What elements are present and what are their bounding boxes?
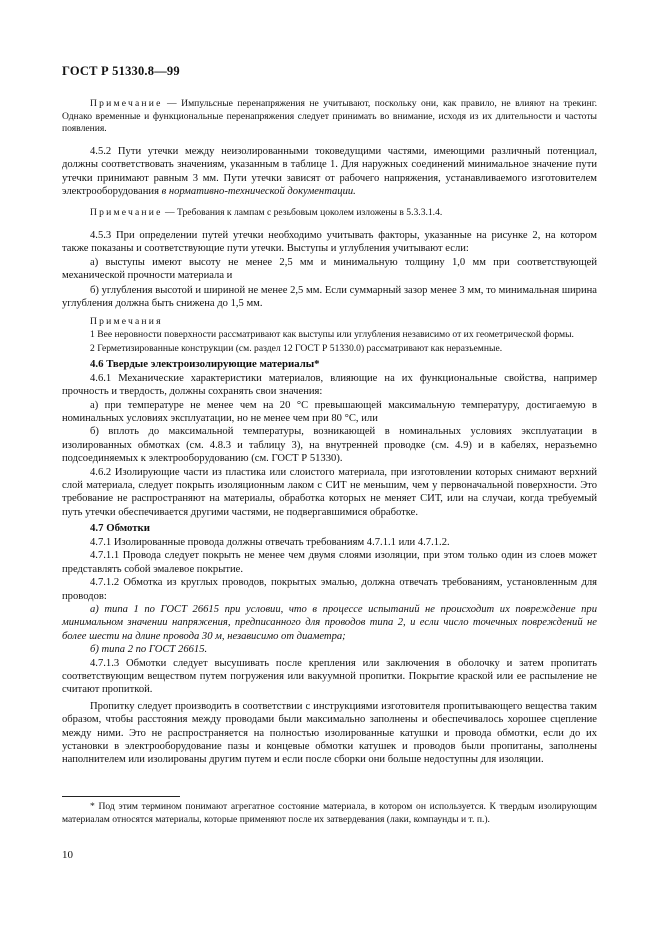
notes-heading: Примечания [90,316,163,328]
paragraph-4-6-1: 4.6.1 Механические характеристики материалов, влияющие на их функциональные свойства, например прочность и твердость, должны сохранять свои значения: [62,372,597,398]
paragraph-4-7-1: 4.7.1 Изолированные провода должны отвечать требованиям 4.7.1.1 или 4.7.1.2. [90,536,450,548]
note-lamps [62,207,597,220]
note-label: Примечание [90,98,163,109]
paragraph-4-5-3-b: б) углубления высотой и шириной не менее 2,5 мм. Если суммарный зазор менее 3 мм, то минимальная ширина углубления должна быть снижена до 1,5 мм. [62,284,597,310]
note-impulse [62,98,597,136]
page-number: 10 [62,849,73,861]
paragraph-4-5-3-a: а) выступы имеют высоту не менее 2,5 мм и минимальную толщину 1,0 мм при соответствующей механической прочности материала и [62,256,597,282]
section-heading-4-7: 4.7 Обмотки [90,522,150,535]
paragraph-4-7-1-2-b: б) типа 2 по ГОСТ 26615. [90,644,208,656]
paragraph-4-7-1-3: 4.7.1.3 Обмотки следует высушивать после крепления или заключения в оболочку и затем пропитать соответствующим веществом путем погружения или вакуумной пропитки. Покрытие краской или ее распыление не считают пропиткой. [62,657,597,696]
paragraph-4-6-1-b: б) вплоть до максимальной температуры, возникающей в номинальных условиях эксплуатации в изолированных обмотках (см. 4.8.3 и таблицу 3), на внутренней проводке (см. 4.9) и в кабелях, неразъемно подсоединяемых к электрооборудованию (см. ГОСТ Р 51330). [62,426,597,465]
paragraph-4-5-3: 4.5.3 При определении путей утечки необходимо учитывать факторы, указанные на рисунке 2, на котором также показаны и соответствующие пути утечки. Выступы и углубления учитывают если: [62,230,597,255]
paragraph-4-6-2: 4.6.2 Изолирующие части из пластика или слоистого материала, при изготовлении которых снимают верхний слой материала, следует покрыть изоляционным лаком с СИТ не меньшим, чем у первоначальной поверхности. Это требование не распространяют на материалы, обработка которых не меняет СИТ, или на случаи, когда требуемый путь утечки обеспечивается другими частями, не подвергавшимися обработке. [62,466,597,518]
note-item-1: 1 Вее неровности поверхности рассматривают как выступы или углубления независимо от их геометрической формы. [90,329,574,341]
paragraph-4-6-1-a: а) при температуре не менее чем на 20 °С превышающей максимальную температуру, достигаемую в номинальных условиях эксплуатации, но не менее чем при 80 °С, или [62,399,597,425]
italic-phrase: в нормативно-технической документации. [161,186,356,197]
section-heading-4-6: 4.6 Твердые электроизолирующие материалы* [90,358,320,371]
footnote: * Под этим термином понимают агрегатное состояние материала, в котором он используется. К твердым изолирующим материалам относятся материалы, которые применяют после их затвердевания (лаки, компаунды и т. п.). [62,801,597,825]
paragraph-impregnation: Пропитку следует производить в соответствии с инструкциями изготовителя пропитывающего вещества таким образом, чтобы расстояния между проводами были максимально заполнены и обеспечивалось хорошее сцепление между ними. Это не распространяется на полностью изолированные катушки и провода обмотки, если до их установки в электрооборудование пазы и концевые обмотки катушек и проводов были пропитаны, заполнены наполнителем или изолированы другим путем и если после сборки они больше недоступны для изоляции. [62,700,597,766]
document-body [62,98,597,767]
paragraph-4-7-1-2-a: а) типа 1 по ГОСТ 26615 при условии, что в процессе испытаний не происходит их повреждение при минимальном значении напряжения, предписанного для проводов типа 2, и если число точечных повреждений не более шести на длине провода 30 м, независимо от диаметра; [62,603,597,642]
note-item-2: 2 Герметизированные конструкции (см. раздел 12 ГОСТ Р 51330.0) рассматривают как неразъемные. [90,342,503,354]
document-header: ГОСТ Р 51330.8—99 [62,64,180,78]
paragraph-4-7-1-1: 4.7.1.1 Провода следует покрыть не менее чем двумя слоями изоляции, при этом только один из слоев может представлять собой эмалевое покрытие. [62,550,597,575]
paragraph-4-7-1-2: 4.7.1.2 Обмотка из круглых проводов, покрытых эмалью, должна отвечать требованиям, установленным для проводов: [62,577,597,602]
note-text: — Требования к лампам с резьбовым цоколем изложены в 5.3.3.1.4. [162,207,443,219]
note-label: Примечание [90,207,163,219]
footnote-divider [62,796,180,797]
paragraph-4-5-2: 4.5.2 Пути утечки между неизолированными токоведущими частями, имеющими различный потенциал, должны соответствовать значениям, указанным в таблице 1. Для наружных соединений минимальное значение пути утечки принимают равным 3 мм. Пути утечки зависят от рабочего напряжения, устанавливаемого изготовителем электрооборудования в нормативно-технической документации. [62,145,597,197]
note-text: — Импульсные перенапряжения не учитывают, поскольку они, как правило, не влияют на трекинг. Однако временные и функциональные перенапряжения следует принимать во внимание, исходя из их длительности и частоты появления. [62,98,597,135]
